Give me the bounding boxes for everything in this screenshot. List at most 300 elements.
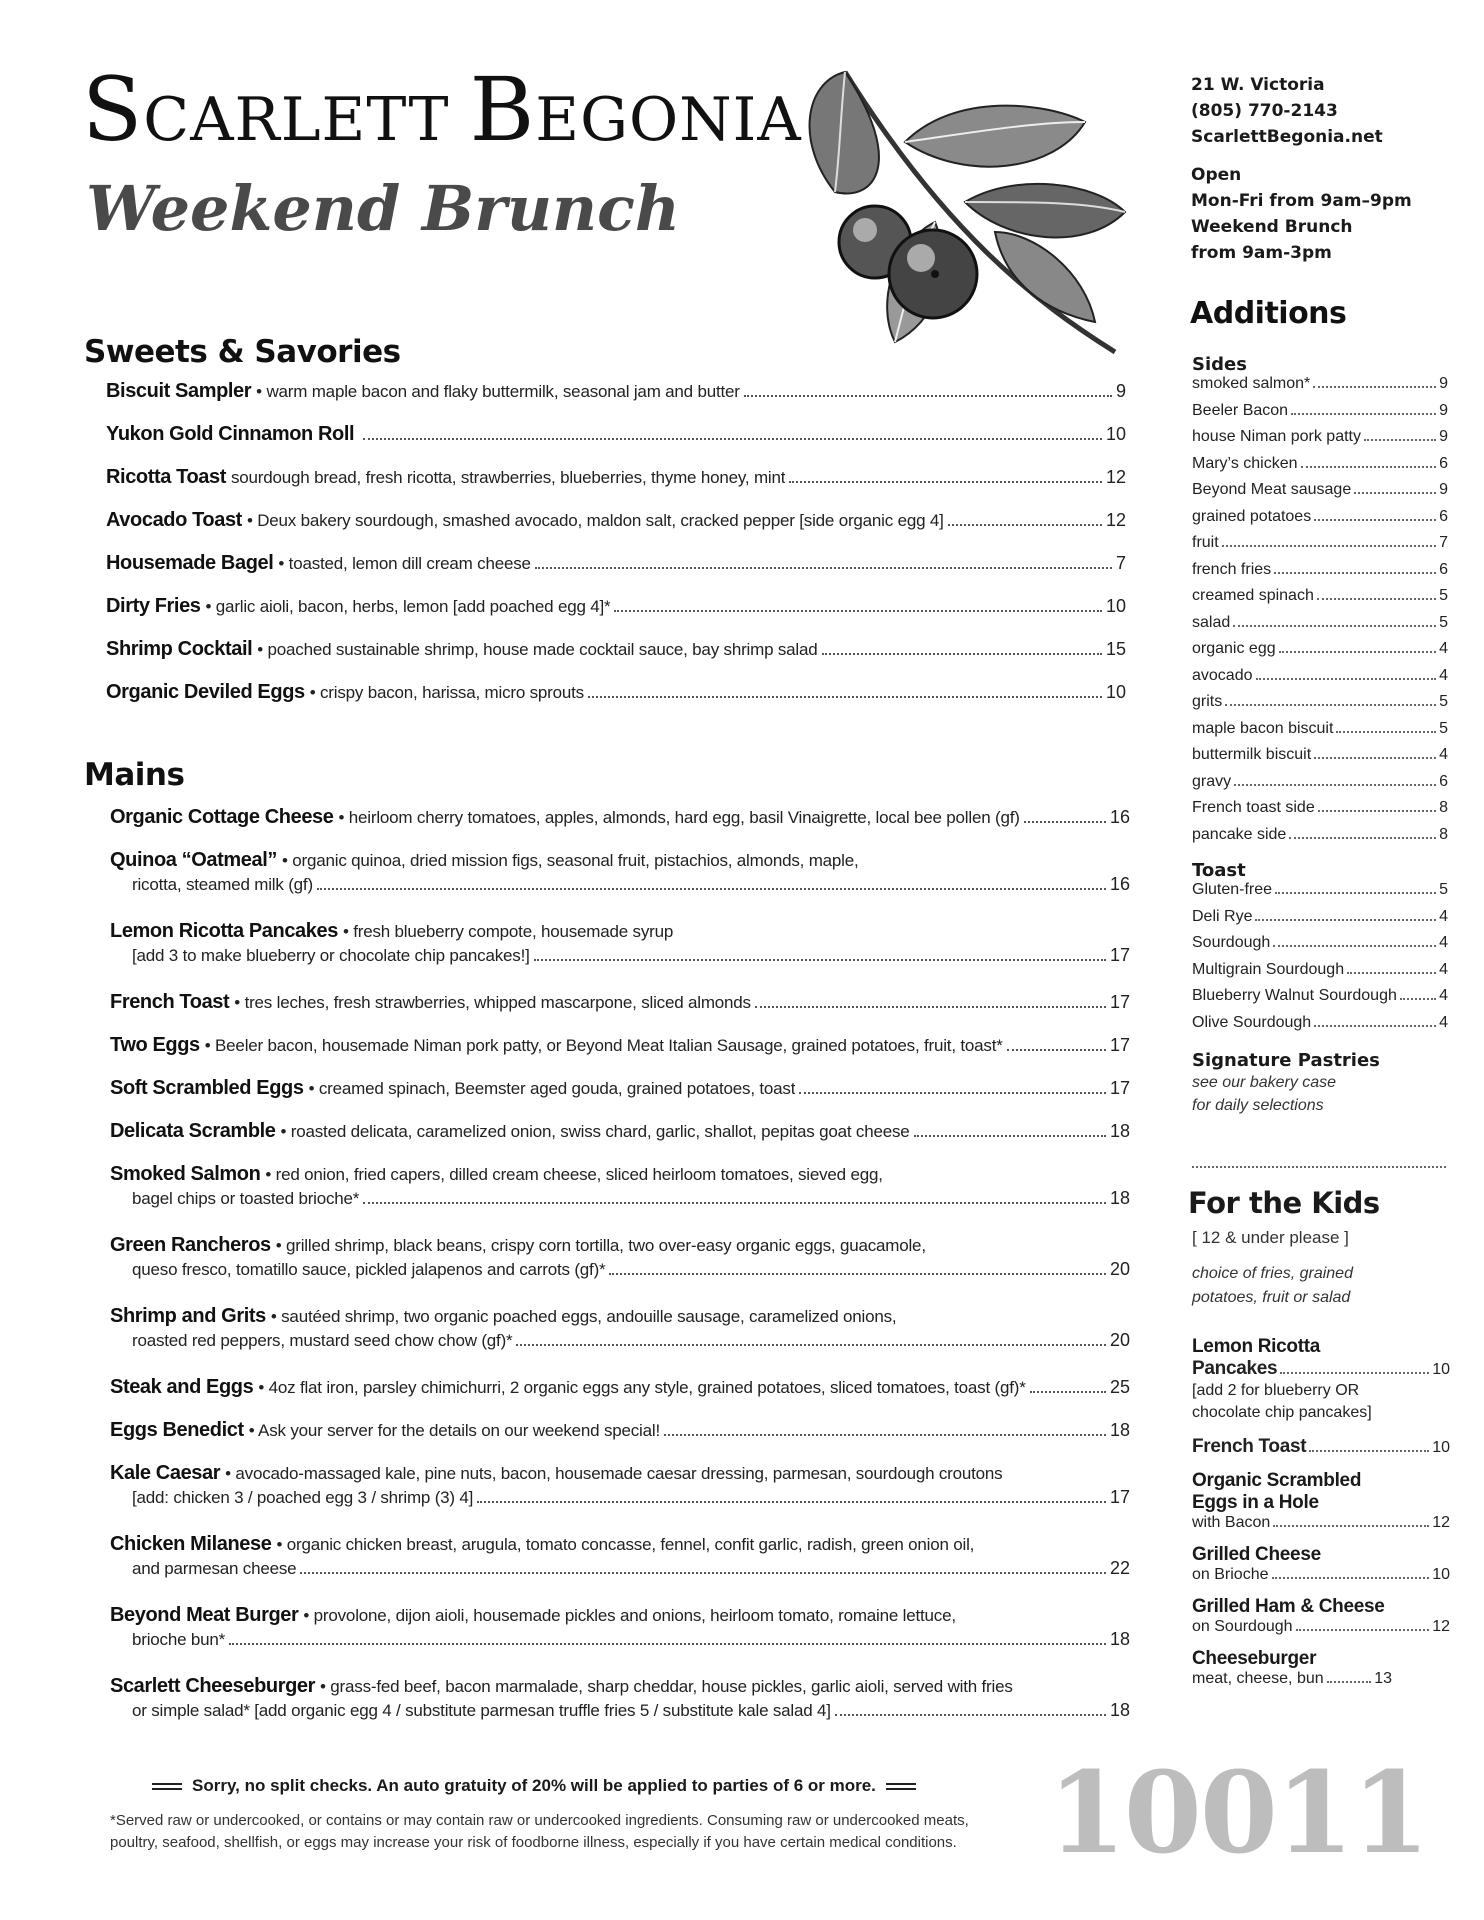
dot-leader	[1313, 386, 1436, 388]
side-item-price: 5	[1439, 613, 1448, 631]
dot-leader	[534, 959, 1106, 961]
menu-item	[110, 849, 1130, 920]
kids-eggs-price: 12	[1432, 1514, 1450, 1531]
side-item	[1192, 640, 1448, 667]
menu-item-line-1	[110, 1163, 1130, 1186]
menu-item-description: • 4oz flat iron, parsley chimichurri, 2 organic eggs any style, grained potatoes, sliced tomatoes, toast (gf)*	[258, 1378, 1026, 1397]
menu-item	[106, 466, 1126, 509]
pastries-line-1: see our bakery case	[1192, 1074, 1337, 1091]
menu-item	[110, 1077, 1130, 1120]
toast-item	[1192, 987, 1448, 1014]
restaurant-name	[82, 58, 822, 161]
side-item-name: Olive Sourdough	[1192, 1013, 1312, 1031]
menu-item-name: Shrimp and Grits	[110, 1305, 266, 1327]
dot-leader	[516, 1344, 1106, 1346]
dot-leader	[1234, 784, 1436, 786]
menu-item	[110, 1234, 1130, 1305]
menu-item-line-1	[110, 920, 1130, 943]
menu-item-description: • sautéed shrimp, two organic poached eggs, andouille sausage, caramelized onions,	[270, 1307, 897, 1326]
open-label: Open	[1191, 165, 1242, 185]
side-item-price: 4	[1439, 934, 1448, 951]
dot-leader	[1279, 651, 1436, 653]
dot-leader	[664, 1434, 1106, 1436]
toast-list	[1192, 881, 1448, 1040]
menu-item-name: Lemon Ricotta Pancakes	[110, 920, 338, 942]
menu-item-price: 17	[1109, 1035, 1130, 1055]
side-item-name: organic egg	[1192, 640, 1276, 657]
kids-pancakes-name-2: Pancakes	[1192, 1358, 1278, 1379]
dot-leader	[300, 1572, 1106, 1574]
policy-rule-left	[152, 1783, 182, 1790]
menu-item-price: 12	[1105, 467, 1126, 487]
weekday-hours: Mon-Fri from 9am–9pm	[1191, 191, 1412, 211]
side-item-name: pancake side	[1192, 825, 1287, 843]
dot-leader	[1274, 572, 1436, 574]
contact-info	[1191, 72, 1461, 266]
side-item-price: 6	[1439, 454, 1448, 472]
kids-eggs-name-2: Eggs in a Hole	[1192, 1492, 1319, 1513]
menu-item-description: • tres leches, fresh strawberries, whipped mascarpone, sliced almonds	[234, 993, 751, 1012]
side-item-price: 5	[1439, 881, 1448, 898]
menu-item	[110, 1675, 1130, 1746]
menu-item	[110, 991, 1130, 1034]
menu-item-description: • warm maple bacon and flaky buttermilk, seasonal jam and butter	[256, 382, 740, 401]
menu-item-price: 20	[1109, 1259, 1130, 1279]
menu-item-description: • crispy bacon, harissa, micro sprouts	[309, 683, 584, 702]
dot-leader	[1024, 821, 1106, 823]
side-item-name: Beyond Meat sausage	[1192, 481, 1352, 498]
dot-leader	[477, 1501, 1106, 1503]
menu-item-description-cont: queso fresco, tomatillo sauce, pickled jalapenos and carrots (gf)*	[132, 1260, 606, 1279]
menu-item-line-2	[110, 945, 1130, 966]
side-item-name: maple bacon biscuit	[1192, 719, 1334, 737]
side-item-name: Deli Rye	[1192, 907, 1253, 925]
dot-leader	[317, 888, 1106, 890]
side-item	[1192, 587, 1448, 614]
kids-toast-price: 10	[1432, 1439, 1450, 1456]
kids-pancakes-name-1: Lemon Ricotta	[1192, 1336, 1321, 1357]
menu-item-line-2	[110, 1259, 1130, 1280]
side-item-price: 4	[1439, 666, 1448, 684]
side-item-name: french fries	[1192, 560, 1272, 578]
menu-item-line-1	[110, 849, 1130, 872]
menu-item-description: • grilled shrimp, black beans, crispy corn tortilla, two over-easy organic eggs, guacamole,	[275, 1236, 926, 1255]
menu-item-line-1	[110, 1462, 1130, 1485]
kids-cheese-name: Grilled Cheese	[1192, 1544, 1321, 1565]
menu-item-line-2	[110, 1700, 1130, 1721]
dot-leader	[1225, 704, 1436, 706]
side-item-name: buttermilk biscuit	[1192, 746, 1312, 763]
kids-choice-line-1: choice of fries, grained	[1192, 1265, 1353, 1282]
kids-choice-line-2: potatoes, fruit or salad	[1192, 1289, 1351, 1306]
side-item-name: Gluten-free	[1192, 881, 1273, 898]
dot-leader	[1314, 519, 1436, 521]
dot-leader	[588, 696, 1102, 698]
menu-item-description: • provolone, dijon aioli, housemade pickles and onions, heirloom tomato, romaine lettuce,	[303, 1606, 956, 1625]
dot-leader	[1233, 625, 1436, 627]
menu-item	[110, 1305, 1130, 1376]
menu-item-description: • organic quinoa, dried mission figs, seasonal fruit, pistachios, almonds, maple,	[281, 851, 859, 870]
side-item	[1192, 508, 1448, 535]
dot-leader	[1301, 466, 1437, 468]
dot-leader	[1400, 998, 1436, 1000]
menu-item-line-1	[110, 1234, 1130, 1257]
kids-ham-name: Grilled Ham & Cheese	[1192, 1596, 1385, 1617]
dot-leader	[755, 1006, 1106, 1008]
dot-leader	[1030, 1391, 1106, 1393]
side-item	[1192, 402, 1448, 429]
kids-item-french-toast	[1192, 1436, 1450, 1458]
menu-item-description-cont: or simple salad* [add organic egg 4 / substitute parmesan truffle fries 5 / substitute kale salad 4]	[132, 1701, 831, 1720]
menu-item-price: 17	[1109, 1487, 1130, 1507]
menu-item-line-1	[110, 1604, 1130, 1627]
menu-item	[110, 806, 1130, 849]
side-item-price: 9	[1439, 481, 1448, 498]
mains-title: Mains	[84, 757, 185, 793]
kids-pancakes-note-2: chocolate chip pancakes]	[1192, 1404, 1372, 1421]
side-item-price: 7	[1439, 534, 1448, 551]
split-check-policy	[152, 1776, 972, 1796]
kids-cheese-sub: on Brioche	[1192, 1566, 1269, 1583]
disclaimer-line-1: *Served raw or undercooked, or contains or may contain raw or undercooked ingredients. Consuming raw or undercooked meats,	[110, 1812, 969, 1829]
menu-item	[106, 552, 1126, 595]
menu-item-price: 18	[1109, 1188, 1130, 1208]
menu-item-line-1	[110, 1305, 1130, 1328]
menu-item-name: Organic Cottage Cheese	[110, 806, 334, 828]
menu-item-price: 12	[1105, 510, 1126, 530]
menu-item-price: 25	[1109, 1377, 1130, 1397]
menu-item-price: 10	[1105, 596, 1126, 616]
side-item-name: creamed spinach	[1192, 587, 1314, 604]
menu-item-name: Soft Scrambled Eggs	[110, 1077, 304, 1099]
dot-leader	[914, 1135, 1106, 1137]
menu-item-name: Organic Deviled Eggs	[106, 681, 305, 703]
menu-item-description: • avocado-massaged kale, pine nuts, bacon, housemade caesar dressing, parmesan, sourdough croutons	[225, 1464, 1003, 1483]
toast-item	[1192, 961, 1448, 988]
kids-ham-price: 12	[1432, 1618, 1450, 1635]
kids-item-pancakes	[1192, 1336, 1450, 1424]
sweets-title: Sweets & Savories	[84, 334, 401, 370]
dot-leader	[822, 653, 1102, 655]
dot-leader	[948, 524, 1102, 526]
kids-item-grilled-cheese	[1192, 1544, 1450, 1584]
menu-item-description: sourdough bread, fresh ricotta, strawberries, blueberries, thyme honey, mint	[231, 468, 786, 487]
menu-item-price: 17	[1109, 992, 1130, 1012]
menu-item-description: • Ask your server for the details on our weekend special!	[248, 1421, 660, 1440]
menu-item	[106, 380, 1126, 423]
menu-item-name: Shrimp Cocktail	[106, 638, 253, 660]
menu-item-description: • grass-fed beef, bacon marmalade, sharp cheddar, house pickles, garlic aioli, served with fries	[320, 1677, 1013, 1696]
menu-item-name: Ricotta Toast	[106, 466, 226, 488]
menu-item-line-2	[110, 1188, 1130, 1209]
name-part-2: EGONIA	[535, 85, 802, 155]
dot-leader	[363, 438, 1102, 440]
menu-subtitle: Weekend Brunch	[86, 172, 680, 245]
dot-leader	[535, 567, 1112, 569]
side-item-name: smoked salmon*	[1192, 375, 1311, 392]
menu-item-line-2	[110, 1629, 1130, 1650]
address: 21 W. Victoria	[1191, 75, 1325, 95]
kids-cheese-price: 10	[1432, 1566, 1450, 1583]
menu-item-line-2	[110, 1330, 1130, 1351]
side-item-name: French toast side	[1192, 799, 1315, 816]
side-item	[1192, 693, 1448, 720]
menu-item-price: 18	[1109, 1420, 1130, 1440]
dot-leader	[609, 1273, 1106, 1275]
menu-item-name: Scarlett Cheeseburger	[110, 1675, 316, 1697]
menu-item-name: Eggs Benedict	[110, 1419, 244, 1441]
menu-item-price: 15	[1105, 639, 1126, 659]
menu-item-price: 17	[1109, 945, 1130, 965]
menu-item-line-1	[110, 1533, 1130, 1556]
menu-item-line-2	[110, 1558, 1130, 1579]
side-item-price: 4	[1439, 1013, 1448, 1031]
dot-leader	[1317, 598, 1436, 600]
menu-item-description: • organic chicken breast, arugula, tomato concasse, fennel, confit garlic, radish, green onion oil,	[276, 1535, 975, 1554]
additions-title: Additions	[1190, 296, 1347, 331]
sides-list	[1192, 375, 1448, 852]
dot-leader	[1336, 731, 1436, 733]
side-item	[1192, 667, 1448, 694]
menu-item-name: French Toast	[110, 991, 230, 1013]
menu-item-price: 18	[1109, 1700, 1130, 1720]
dot-leader	[744, 395, 1112, 397]
menu-item-name: Yukon Gold Cinnamon Roll	[106, 423, 355, 445]
dot-leader	[1007, 1049, 1106, 1051]
side-item-price: 4	[1439, 640, 1448, 657]
menu-item-name: Dirty Fries	[106, 595, 201, 617]
sides-title: Sides	[1192, 354, 1247, 375]
menu-item	[110, 1163, 1130, 1234]
menu-item-description: • heirloom cherry tomatoes, apples, almonds, hard egg, basil Vinaigrette, local bee pollen (gf)	[338, 808, 1020, 827]
menu-item	[110, 1533, 1130, 1604]
menu-item-description: • red onion, fried capers, dilled cream cheese, sliced heirloom tomatoes, sieved egg,	[265, 1165, 883, 1184]
menu-item-name: Steak and Eggs	[110, 1376, 254, 1398]
menu-item	[106, 595, 1126, 638]
side-item-price: 5	[1439, 719, 1448, 737]
side-item-price: 5	[1439, 587, 1448, 604]
dot-leader	[1364, 439, 1436, 441]
side-item-price: 8	[1439, 799, 1448, 816]
menu-item-description: • roasted delicata, caramelized onion, swiss chard, garlic, shallot, pepitas goat cheese	[280, 1122, 910, 1141]
kids-burger-name: Cheeseburger	[1192, 1648, 1317, 1669]
menu-item-price: 18	[1109, 1121, 1130, 1141]
kids-eggs-sub: with Bacon	[1192, 1514, 1271, 1531]
toast-item	[1192, 934, 1448, 961]
side-item-price: 4	[1439, 960, 1448, 978]
side-item	[1192, 799, 1448, 826]
menu-item	[110, 1419, 1130, 1462]
side-item-name: gravy	[1192, 772, 1232, 790]
side-item	[1192, 561, 1448, 588]
column-divider	[1192, 1166, 1446, 1168]
dot-leader	[1255, 919, 1436, 921]
menu-item-name: Delicata Scramble	[110, 1120, 276, 1142]
dot-leader	[1314, 1025, 1436, 1027]
dot-leader	[1318, 810, 1436, 812]
kids-ham-sub: on Sourdough	[1192, 1618, 1293, 1635]
menu-item-price: 20	[1109, 1330, 1130, 1350]
menu-item-name: Avocado Toast	[106, 509, 242, 531]
side-item-price: 9	[1439, 428, 1448, 445]
menu-item-description-cont: roasted red peppers, mustard seed chow chow (gf)*	[132, 1331, 513, 1350]
side-item-name: Sourdough	[1192, 934, 1271, 951]
menu-item-description-cont: bagel chips or toasted brioche*	[132, 1189, 360, 1208]
menu-item-name: Quinoa “Oatmeal”	[110, 849, 277, 871]
menu-item-price: 7	[1115, 553, 1126, 573]
dot-leader	[789, 481, 1102, 483]
side-item-price: 8	[1439, 825, 1448, 843]
dot-leader	[1222, 545, 1436, 547]
side-item	[1192, 534, 1448, 561]
side-item-price: 4	[1439, 907, 1448, 925]
dot-leader	[1291, 413, 1436, 415]
side-item	[1192, 746, 1448, 773]
menu-item	[106, 423, 1126, 466]
menu-item-name: Green Rancheros	[110, 1234, 271, 1256]
kids-toast-name: French Toast	[1192, 1436, 1307, 1457]
kids-title: For the Kids	[1188, 1186, 1380, 1220]
menu-item-name: Chicken Milanese	[110, 1533, 272, 1555]
dot-leader	[799, 1092, 1106, 1094]
dot-leader	[229, 1643, 1106, 1645]
kids-item-eggs	[1192, 1470, 1450, 1532]
side-item-name: avocado	[1192, 666, 1253, 684]
kids-pancakes-price: 10	[1432, 1361, 1450, 1378]
side-item-name: Mary’s chicken	[1192, 454, 1298, 472]
menu-item	[106, 681, 1126, 724]
menu-item-price: 10	[1105, 424, 1126, 444]
menu-item-description: • Deux bakery sourdough, smashed avocado, maldon salt, cracked pepper [side organic egg 4]	[246, 511, 944, 530]
dot-leader	[835, 1714, 1106, 1716]
kids-pancakes-note-1: [add 2 for blueberry OR	[1192, 1382, 1360, 1399]
menu-item-description-cont: ricotta, steamed milk (gf)	[132, 875, 313, 894]
side-item	[1192, 826, 1448, 853]
menu-item-name: Biscuit Sampler	[106, 380, 252, 402]
menu-item-price: 16	[1109, 807, 1130, 827]
side-item-price: 6	[1439, 507, 1448, 525]
toast-item	[1192, 881, 1448, 908]
menu-item-price: 22	[1109, 1558, 1130, 1578]
menu-item-description: • Beeler bacon, housemade Niman pork patty, or Beyond Meat Italian Sausage, grained potatoes, fruit, toast*	[204, 1036, 1003, 1055]
side-item-price: 6	[1439, 772, 1448, 790]
name-part-1: CARLETT	[143, 85, 450, 155]
raw-food-disclaimer	[110, 1810, 1010, 1854]
side-item-name: fruit	[1192, 534, 1219, 551]
menu-item-description-cont: [add 3 to make blueberry or chocolate chip pancakes!]	[132, 946, 530, 965]
name-initial-b: B	[469, 58, 536, 161]
side-item	[1192, 375, 1448, 402]
dot-leader	[1347, 972, 1436, 974]
dot-leader	[1354, 492, 1436, 494]
side-item-price: 6	[1439, 560, 1448, 578]
menu-item-line-2	[110, 1487, 1130, 1508]
menu-item	[106, 509, 1126, 552]
kids-section	[1192, 1228, 1450, 1688]
kids-item-ham-cheese	[1192, 1596, 1450, 1636]
dot-leader	[1273, 945, 1436, 947]
disclaimer-line-2: poultry, seafood, shellfish, or eggs may increase your risk of foodborne illness, especially if you have certain medical conditions.	[110, 1834, 957, 1851]
side-item-price: 4	[1439, 746, 1448, 763]
name-initial-s: S	[82, 58, 144, 161]
side-item-name: grits	[1192, 693, 1223, 710]
menu-item-line-1	[110, 1675, 1130, 1698]
side-item-name: Beeler Bacon	[1192, 401, 1289, 419]
pastries-line-2: for daily selections	[1192, 1097, 1324, 1114]
menu-item-description: • creamed spinach, Beemster aged gouda, grained potatoes, toast	[308, 1079, 796, 1098]
brunch-hours: from 9am-3pm	[1191, 243, 1332, 263]
menu-item	[110, 1120, 1130, 1163]
side-item-name: house Niman pork patty	[1192, 428, 1361, 445]
side-item-price: 5	[1439, 693, 1448, 710]
pastries-title: Signature Pastries	[1192, 1050, 1380, 1071]
toast-item	[1192, 1014, 1448, 1041]
policy-text: Sorry, no split checks. An auto gratuity of 20% will be applied to parties of 6 or more.	[192, 1776, 876, 1795]
menu-item-description: • toasted, lemon dill cream cheese	[278, 554, 531, 573]
side-item	[1192, 614, 1448, 641]
menu-item-description: • poached sustainable shrimp, house made cocktail sauce, bay shrimp salad	[257, 640, 818, 659]
menu-item-description: • fresh blueberry compote, housemade syrup	[342, 922, 674, 941]
menu-item-name: Beyond Meat Burger	[110, 1604, 299, 1626]
side-item-name: Multigrain Sourdough	[1192, 960, 1345, 978]
kids-burger-sub: meat, cheese, bun	[1192, 1670, 1324, 1687]
menu-item-description-cont: [add: chicken 3 / poached egg 3 / shrimp (3) 4]	[132, 1488, 474, 1507]
menu-item-description: • garlic aioli, bacon, herbs, lemon [add poached egg 4]*	[205, 597, 611, 616]
toast-item	[1192, 908, 1448, 935]
apple-branch-illustration	[785, 52, 1140, 364]
sweets-list	[106, 380, 1126, 724]
additions-column	[1192, 350, 1448, 1117]
dot-leader	[363, 1202, 1106, 1204]
menu-item	[110, 920, 1130, 991]
menu-item-description-cont: brioche bun*	[132, 1630, 226, 1649]
menu-item-price: 9	[1115, 381, 1126, 401]
menu-item-line-2	[110, 874, 1130, 895]
menu-item	[110, 1376, 1130, 1419]
kids-item-cheeseburger	[1192, 1648, 1450, 1688]
side-item	[1192, 773, 1448, 800]
kids-age-note: [ 12 & under please ]	[1192, 1228, 1349, 1247]
menu-item-price: 18	[1109, 1629, 1130, 1649]
side-item	[1192, 720, 1448, 747]
menu-item	[110, 1462, 1130, 1533]
menu-item-name: Kale Caesar	[110, 1462, 221, 1484]
menu-item-name: Smoked Salmon	[110, 1163, 261, 1185]
menu-item-name: Housemade Bagel	[106, 552, 274, 574]
kids-burger-price: 13	[1374, 1670, 1392, 1687]
menu-item	[110, 1604, 1130, 1675]
side-item-name: Blueberry Walnut Sourdough	[1192, 987, 1397, 1004]
dot-leader	[614, 610, 1102, 612]
menu-item-price: 10	[1105, 682, 1126, 702]
website: ScarlettBegonia.net	[1191, 127, 1383, 147]
menu-item-price: 17	[1109, 1078, 1130, 1098]
side-item-price: 4	[1439, 987, 1448, 1004]
menu-item	[106, 638, 1126, 681]
mains-list	[110, 806, 1130, 1746]
menu-item-name: Two Eggs	[110, 1034, 200, 1056]
side-item-price: 9	[1439, 375, 1448, 392]
side-item-price: 9	[1439, 401, 1448, 419]
policy-rule-right	[886, 1783, 916, 1790]
dot-leader	[1275, 892, 1436, 894]
dot-leader	[1289, 837, 1436, 839]
side-item-name: salad	[1192, 613, 1231, 631]
menu-item-price: 16	[1109, 874, 1130, 894]
dot-leader	[1256, 678, 1437, 680]
toast-title: Toast	[1192, 860, 1246, 881]
side-item	[1192, 481, 1448, 508]
